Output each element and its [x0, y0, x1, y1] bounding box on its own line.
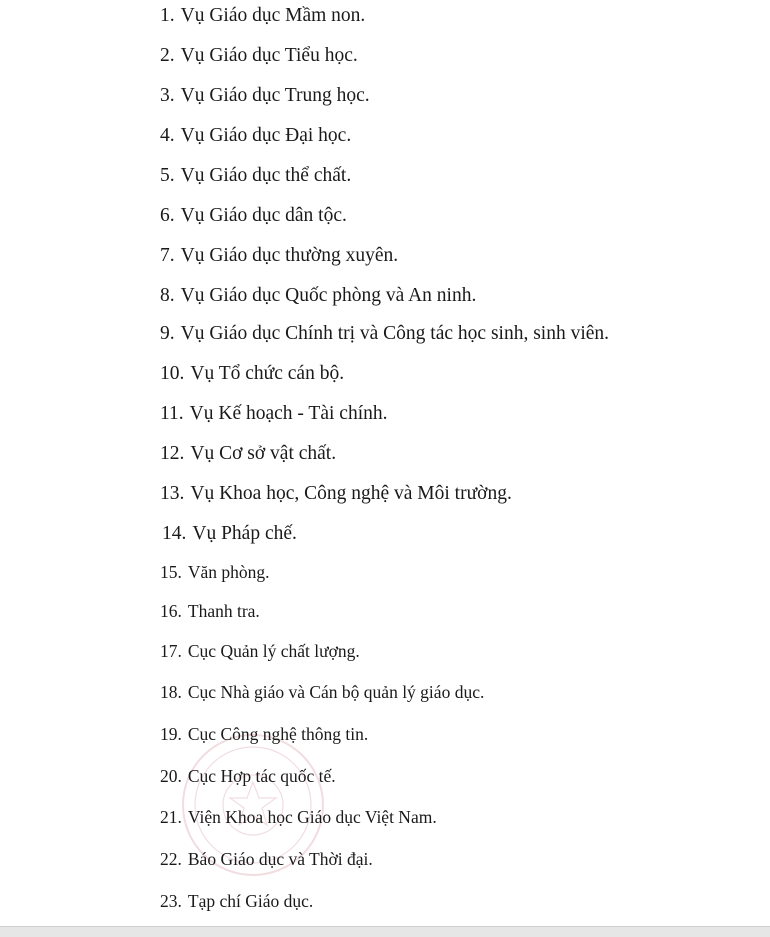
list-item-text: Văn phòng. [187, 562, 270, 582]
list-item-text: Cục Quản lý chất lượng. [187, 641, 360, 661]
list-item-number: 19. [160, 724, 182, 744]
list-item-23 [160, 893, 313, 911]
list-item-10 [160, 364, 344, 384]
list-item-number: 12. [160, 443, 185, 464]
list-item-number: 10. [160, 363, 185, 384]
list-item-text: Vụ Kế hoạch - Tài chính. [189, 403, 388, 424]
list-item-number: 2. [160, 45, 175, 66]
list-item-text: Vụ Pháp chế. [192, 523, 297, 544]
list-item-18 [160, 684, 484, 702]
list-item-12 [160, 444, 336, 464]
list-item-text: Vụ Tổ chức cán bộ. [190, 363, 345, 384]
list-item-6 [160, 206, 347, 226]
list-item-number: 5. [160, 165, 175, 186]
list-item-number: 15. [160, 562, 182, 582]
list-item-text: Cục Công nghệ thông tin. [187, 724, 369, 744]
list-item-20 [160, 768, 336, 786]
list-item-17 [160, 643, 360, 661]
list-item-3 [160, 86, 370, 106]
list-item-16 [160, 603, 260, 621]
list-item-text: Thanh tra. [187, 601, 260, 621]
list-item-11 [160, 404, 387, 424]
list-item-8 [160, 286, 476, 306]
list-item-number: 8. [160, 285, 175, 306]
list-item-1 [160, 6, 365, 26]
list-item-2 [160, 46, 358, 66]
list-item-number: 3. [160, 85, 175, 106]
list-item-text: Vụ Giáo dục Đại học. [180, 125, 352, 146]
list-item-9 [160, 324, 609, 344]
list-item-13 [160, 484, 512, 504]
list-item-number: 13. [160, 483, 185, 504]
list-item-15 [160, 564, 270, 582]
list-item-number: 18. [160, 682, 182, 702]
list-item-number: 6. [160, 205, 175, 226]
list-item-number: 14. [162, 523, 187, 544]
list-item-number: 17. [160, 641, 182, 661]
list-item-text: Cục Nhà giáo và Cán bộ quản lý giáo dục. [187, 682, 485, 702]
list-item-text: Vụ Giáo dục Mầm non. [180, 5, 366, 26]
page-bottom-edge [0, 926, 770, 937]
list-item-19 [160, 726, 368, 744]
list-item-text: Tạp chí Giáo dục. [187, 891, 314, 911]
list-item-text: Báo Giáo dục và Thời đại. [187, 849, 373, 869]
list-item-7 [160, 246, 398, 266]
list-item-text: Vụ Giáo dục dân tộc. [180, 205, 347, 226]
list-item-text: Vụ Giáo dục thể chất. [180, 165, 352, 186]
list-item-number: 7. [160, 245, 175, 266]
list-item-number: 23. [160, 891, 182, 911]
list-item-text: Vụ Giáo dục Tiểu học. [180, 45, 358, 66]
list-item-text: Cục Hợp tác quốc tế. [187, 766, 336, 786]
list-item-22 [160, 851, 373, 869]
list-item-text: Vụ Khoa học, Công nghệ và Môi trường. [190, 483, 512, 504]
list-item-text: Vụ Giáo dục Quốc phòng và An ninh. [180, 285, 477, 306]
list-item-number: 9. [160, 323, 175, 344]
list-item-number: 1. [160, 5, 175, 26]
list-item-text: Vụ Giáo dục thường xuyên. [180, 245, 399, 266]
list-item-text: Viện Khoa học Giáo dục Việt Nam. [187, 807, 437, 827]
list-item-number: 21. [160, 807, 182, 827]
list-item-number: 4. [160, 125, 175, 146]
list-item-21 [160, 809, 437, 827]
list-item-text: Vụ Cơ sở vật chất. [190, 443, 337, 464]
list-item-14 [162, 524, 297, 544]
list-item-4 [160, 126, 351, 146]
list-item-number: 20. [160, 766, 182, 786]
list-item-text: Vụ Giáo dục Trung học. [180, 85, 370, 106]
list-item-text: Vụ Giáo dục Chính trị và Công tác học sinh, sinh viên. [180, 323, 610, 344]
list-item-number: 16. [160, 601, 182, 621]
list-item-5 [160, 166, 351, 186]
list-item-number: 22. [160, 849, 182, 869]
list-item-number: 11. [160, 403, 184, 424]
